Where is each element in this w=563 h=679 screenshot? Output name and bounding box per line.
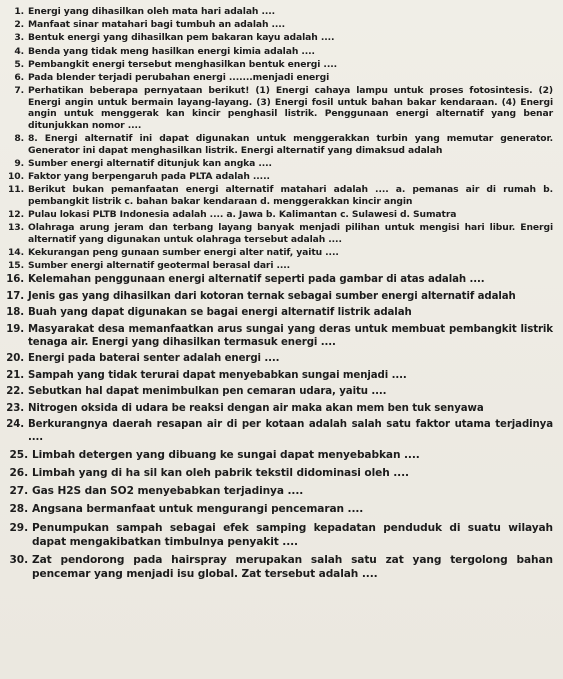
question-text: Angsana bermanfaat untuk mengurangi pencemaran .... (32, 503, 364, 516)
question-text: Gas H2S dan SO2 menyebabkan terjadinya .... (32, 485, 304, 498)
question-number: 13. (8, 222, 24, 234)
question-item (6, 32, 553, 44)
question-number: 26. (9, 467, 28, 480)
question-text: Pembangkit energi tersebut menghasilkan bentuk energi .... (28, 58, 337, 70)
question-number: 16. (6, 274, 24, 286)
question-text: Berikut bukan pemanfaatan energi alternatif matahari adalah .... a. pemanas air di rumah b. pembangkit listrik c. bahan bakar kendaraan d. menggerakkan kincir angin (28, 184, 553, 207)
question-text: Nitrogen oksida di udara be reaksi dengan air maka akan mem ben tuk senyawa (28, 402, 484, 414)
question-item (6, 133, 553, 156)
question-text: Bentuk energi yang dihasilkan pem bakaran kayu adalah .... (28, 32, 335, 44)
question-number: 14. (8, 247, 24, 258)
question-text: Limbah yang di ha sil kan oleh pabrik tekstil didominasi oleh .... (32, 467, 409, 480)
question-number: 25. (9, 448, 28, 461)
question-item (6, 306, 553, 319)
question-item (6, 273, 553, 286)
question-number: 6. (14, 71, 24, 83)
question-item (6, 502, 553, 516)
question-item (6, 222, 553, 245)
question-number: 20. (6, 353, 24, 365)
question-item (6, 290, 553, 303)
question-text: Sumber energi alternatif geotermal berasal dari .... (28, 260, 291, 272)
question-text: Zat pendorong pada hairspray merupakan salah satu zat yang tergolong bahan pencemar yang menjadi isu global. Zat tersebut adalah .... (32, 554, 553, 581)
question-text: Pada blender terjadi perubahan energi .......menjadi energi (28, 71, 330, 83)
question-number: 11. (8, 184, 24, 196)
question-number: 5. (14, 58, 24, 70)
question-item (6, 418, 553, 445)
question-number: 21. (6, 369, 24, 381)
question-number: 1. (14, 6, 24, 17)
question-item (6, 59, 553, 71)
question-text: Perhatikan beberapa pernyataan berikut! (1) Energi cahaya lampu untuk proses fotosintesis. (2) Energi angin untuk bermain layang-layang. (3) Energi fosil untuk bahan bakar kendaraan. (4) Energi angin untuk menggerak kan kincir penghasil listrik. Penggunaan energi alternatif yang benar ditunjukkan nomor .... (28, 85, 553, 131)
question-item (6, 448, 553, 462)
question-text: Jenis gas yang dihasilkan dari kotoran ternak sebagai sumber energi alternatif adalah (28, 290, 516, 302)
question-number: 17. (6, 290, 24, 302)
question-text: Faktor yang berpengaruh pada PLTA adalah ..... (28, 171, 270, 183)
question-number: 28. (9, 503, 28, 516)
question-item (6, 521, 553, 549)
question-item (6, 402, 553, 415)
question-item (6, 352, 553, 365)
question-item (6, 158, 553, 170)
question-text: 8. Energi alternatif ini dapat digunakan untuk menggerakkan turbin yang memutar generator. Generator ini dapat menghasilkan listrik. Energi alternatif yang dimaksud adalah (28, 133, 553, 156)
question-number: 8. (14, 133, 24, 145)
question-number: 29. (9, 521, 28, 534)
question-number: 24. (6, 419, 24, 431)
question-number: 4. (14, 45, 24, 57)
question-number: 22. (6, 386, 24, 398)
question-number: 3. (14, 32, 24, 44)
question-number: 27. (9, 485, 28, 498)
question-number: 30. (9, 554, 28, 567)
question-text: Penumpukan sampah sebagai efek samping kepadatan penduduk di suatu wilayah dapat mengakibatkan timbulnya penyakit .... (32, 521, 553, 548)
question-item (6, 209, 553, 221)
question-item (6, 466, 553, 480)
question-number: 23. (6, 402, 24, 414)
question-text: Energi pada baterai senter adalah energi .... (28, 353, 280, 365)
question-number: 7. (14, 85, 24, 97)
question-item (6, 72, 553, 84)
question-text: Kekurangan peng gunaan sumber energi alter natif, yaitu .... (28, 247, 339, 258)
question-item (6, 484, 553, 498)
question-number: 12. (8, 209, 24, 221)
question-item (6, 171, 553, 183)
question-item (6, 385, 553, 398)
question-text: Sampah yang tidak terurai dapat menyebabkan sungai menjadi .... (28, 369, 407, 381)
question-number: 15. (8, 260, 24, 272)
question-item (6, 260, 553, 272)
question-item (6, 6, 553, 18)
question-text: Pulau lokasi PLTB Indonesia adalah .... a. Jawa b. Kalimantan c. Sulawesi d. Sumatra (28, 209, 457, 221)
question-item (6, 19, 553, 31)
question-text: Limbah detergen yang dibuang ke sungai dapat menyebabkan .... (32, 448, 420, 461)
question-item (6, 323, 553, 350)
question-number: 9. (14, 157, 24, 169)
question-item (6, 247, 553, 259)
question-number: 2. (14, 19, 24, 31)
question-number: 10. (8, 171, 24, 183)
question-number: 19. (6, 323, 24, 335)
question-item (6, 553, 553, 581)
question-text: Buah yang dapat digunakan se bagai energi alternatif listrik adalah (28, 307, 412, 319)
question-text: Sumber energi alternatif ditunjuk kan angka .... (28, 157, 272, 169)
question-text: Kelemahan penggunaan energi alternatif seperti pada gambar di atas adalah .... (28, 274, 485, 286)
question-number: 18. (6, 307, 24, 319)
question-text: Energi yang dihasilkan oleh mata hari adalah .... (28, 6, 276, 17)
question-item (6, 369, 553, 382)
question-text: Sebutkan hal dapat menimbulkan pen cemaran udara, yaitu .... (28, 386, 387, 398)
question-item (6, 46, 553, 58)
question-text: Manfaat sinar matahari bagi tumbuh an adalah .... (28, 19, 286, 31)
question-text: Masyarakat desa memanfaatkan arus sungai yang deras untuk membuat pembangkit listrik tenaga air. Energi yang dihasilkan termasuk energi .... (28, 323, 553, 348)
question-text: Berkurangnya daerah resapan air di per kotaan adalah salah satu faktor utama terjadinya .... (28, 419, 553, 444)
question-text: Benda yang tidak meng hasilkan energi kimia adalah .... (28, 45, 315, 57)
question-item (6, 184, 553, 207)
question-text: Olahraga arung jeram dan terbang layang banyak menjadi pilihan untuk mengisi hari libur. Energi alternatif yang digunakan untuk olahraga tersebut adalah .... (28, 222, 553, 245)
question-item (6, 85, 553, 131)
